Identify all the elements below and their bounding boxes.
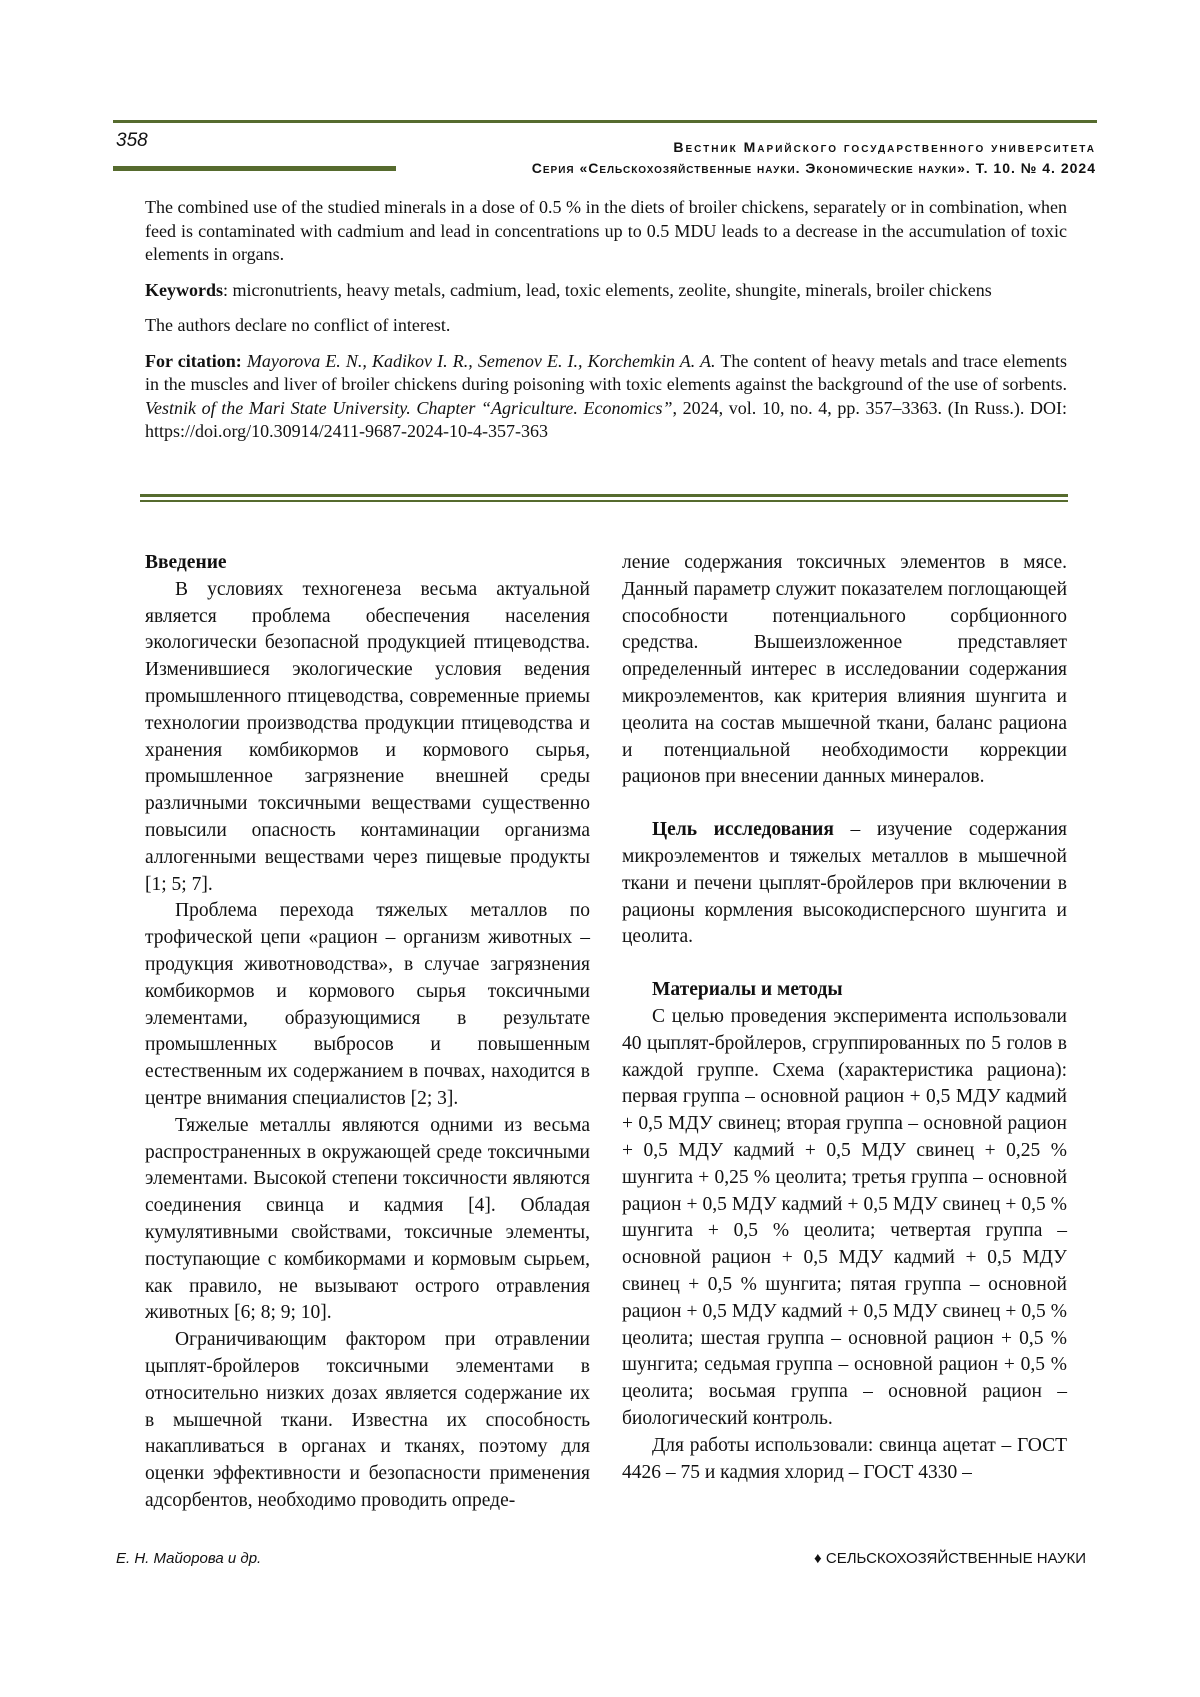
left-column: [145, 550, 590, 1515]
abstract-conclusion: The combined use of the studied minerals in a dose of 0.5 % in the diets of broiler chickens, separately or in combination, when feed is contaminated with cadmium and lead in concentrations up to 0.5 MDU leads to a decrease in the accumulation of toxic elements in organs.: [145, 197, 1067, 264]
intro-paragraph-4: Ограничивающим фактором при отравлении цыплят-бройлеров токсичными элементами в относительно низких дозах является содержание их в мышечной ткани. Известна их способность накапливаться в органах и тканях, поэтому для оценки эффективности и безопасности применения адсорбентов, необходимо проводить опреде-: [145, 1329, 590, 1511]
keywords-list: : micronutrients, heavy metals, cadmium, lead, toxic elements, zeolite, shungite, minerals, broiler chickens: [223, 279, 992, 300]
intro-paragraph-3: Тяжелые металлы являются одними из весьма распространенных в окружающей среде токсичными элементами. Высокой степени токсичности являются соединения свинца и кадмия [4]. Обладая кумулятивными свойствами, токсичные элементы, поступающие с комбикормами и кормовым сырьем, как правило, не вызывают острого отравления животных [6; 8; 9; 10].: [145, 1114, 590, 1324]
keywords-label: Keywords: [145, 279, 223, 300]
journal-name: Вестник Марийского государственного университета: [673, 139, 1096, 155]
intro-paragraph-2: Проблема перехода тяжелых металлов по трофической цепи «рацион – организм животных – продукция животноводства», в случае загрязнения комбикормов и кормового сырья токсичными элементами, образующимися в результате промышленных выбросов и повышенным естественным их содержанием в почвах, находится в центре внимания специалистов [2; 3].: [145, 900, 590, 1109]
footer-section: ♦ СЕЛЬСКОХОЗЯЙСТВЕННЫЕ НАУКИ: [814, 1550, 1086, 1567]
footer-authors: Е. Н. Майорова и др.: [116, 1550, 262, 1567]
abstract-rule-bottom: [140, 500, 1068, 502]
citation-title: The content of heavy metals and trace elements in the muscles and liver of broiler chickens during poisoning with toxic elements against the background of the use of sorbents.: [145, 350, 1067, 394]
intro-heading: Введение: [145, 552, 227, 573]
citation: [145, 350, 1067, 444]
methods-heading: Материалы и методы: [652, 979, 843, 1001]
citation-details[interactable]: , 2024, vol. 10, no. 4, pp. 357–3363. (In Russ.). DOI: https://doi.org/10.30914/2411-9687-2024-10-4-357-363: [145, 397, 1067, 441]
abstract-block: [145, 196, 1067, 456]
citation-journal: Vestnik of the Mari State University. Chapter “Agriculture. Economics”: [145, 397, 673, 418]
citation-authors: Mayorova E. N., Kadikov I. R., Semenov E. I., Korchemkin A. A.: [246, 350, 716, 371]
right-column: [622, 550, 1067, 1486]
methods-paragraph-2: Для работы использовали: свинца ацетат – ГОСТ 4426 – 75 и кадмия хлорид – ГОСТ 4330 –: [622, 1434, 1067, 1483]
aim-label: Цель исследования: [652, 819, 834, 841]
spacer: [622, 791, 1067, 817]
header-top-rule: [113, 120, 1097, 123]
intro-paragraph-1: В условиях техногенеза весьма актуальной является проблема обеспечения населения экологически безопасной продукцией птицеводства. Изменившиеся экологические условия ведения промышленного птицеводства, современные приемы технологии производства продукции птицеводства и хранения комбикормов и кормового сырья, промышленное загрязнение внешней среды различными токсичными веществами существенно повысили опасность контаминации организма аллогенными веществами через пищевые продукты [1; 5; 7].: [145, 578, 590, 895]
spacer: [622, 951, 1067, 977]
header-accent-rule: [113, 166, 396, 171]
citation-label: For citation:: [145, 350, 242, 371]
methods-paragraph-1: С целью проведения эксперимента использовали 40 цыплят-бройлеров, сгруппированных по 5 голов в каждой группе. Схема (характеристика рациона): первая группа – основной рацион + 0,5 МДУ кадмий + 0,5 МДУ свинец; вторая группа – основной рацион + 0,5 МДУ кадмий + 0,5 МДУ свинец + 0,25 % шунгита + 0,25 % цеолита; третья группа – основной рацион + 0,5 МДУ кадмий + 0,5 МДУ свинец + 0,5 % шунгита + 0,5 % цеолита; четвертая группа – основной рацион + 0,5 МДУ кадмий + 0,5 МДУ свинец + 0,5 % шунгита; пятая группа – основной рацион + 0,5 МДУ кадмий + 0,5 МДУ свинец + 0,5 % цеолита; шестая группа – основной рацион + 0,5 % шунгита; седьмая группа – основной рацион + 0,5 % цеолита; восьмая группа – основной рацион – биологический контроль.: [622, 1005, 1067, 1429]
intro-paragraph-4-continued: ление содержания токсичных элементов в мясе. Данный параметр служит показателем поглощающей способности потенциального сорбционного средства. Вышеизложенное представляет определенный интерес в исследовании содержания микроэлементов, как критерия влияния шунгита и цеолита на состав мышечной ткани, баланс рациона и потенциальной необходимости коррекции рационов при внесении данных минералов.: [622, 552, 1067, 788]
abstract-rule-top: [140, 494, 1068, 497]
aim-text: – изучение содержания микроэлементов и тяжелых металлов в мышечной ткани и печени цыплят-бройлеров при включении в рационы кормления высокодисперсного шунгита и цеолита.: [622, 819, 1067, 948]
journal-series: Серия «Сельскохозяйственные науки. Экономические науки». Т. 10. № 4. 2024: [531, 160, 1096, 176]
aim-paragraph: [622, 817, 1067, 951]
keywords: [145, 279, 1067, 303]
conflict-statement: The authors declare no conflict of interest.: [145, 315, 451, 335]
page-number: 358: [116, 130, 148, 151]
